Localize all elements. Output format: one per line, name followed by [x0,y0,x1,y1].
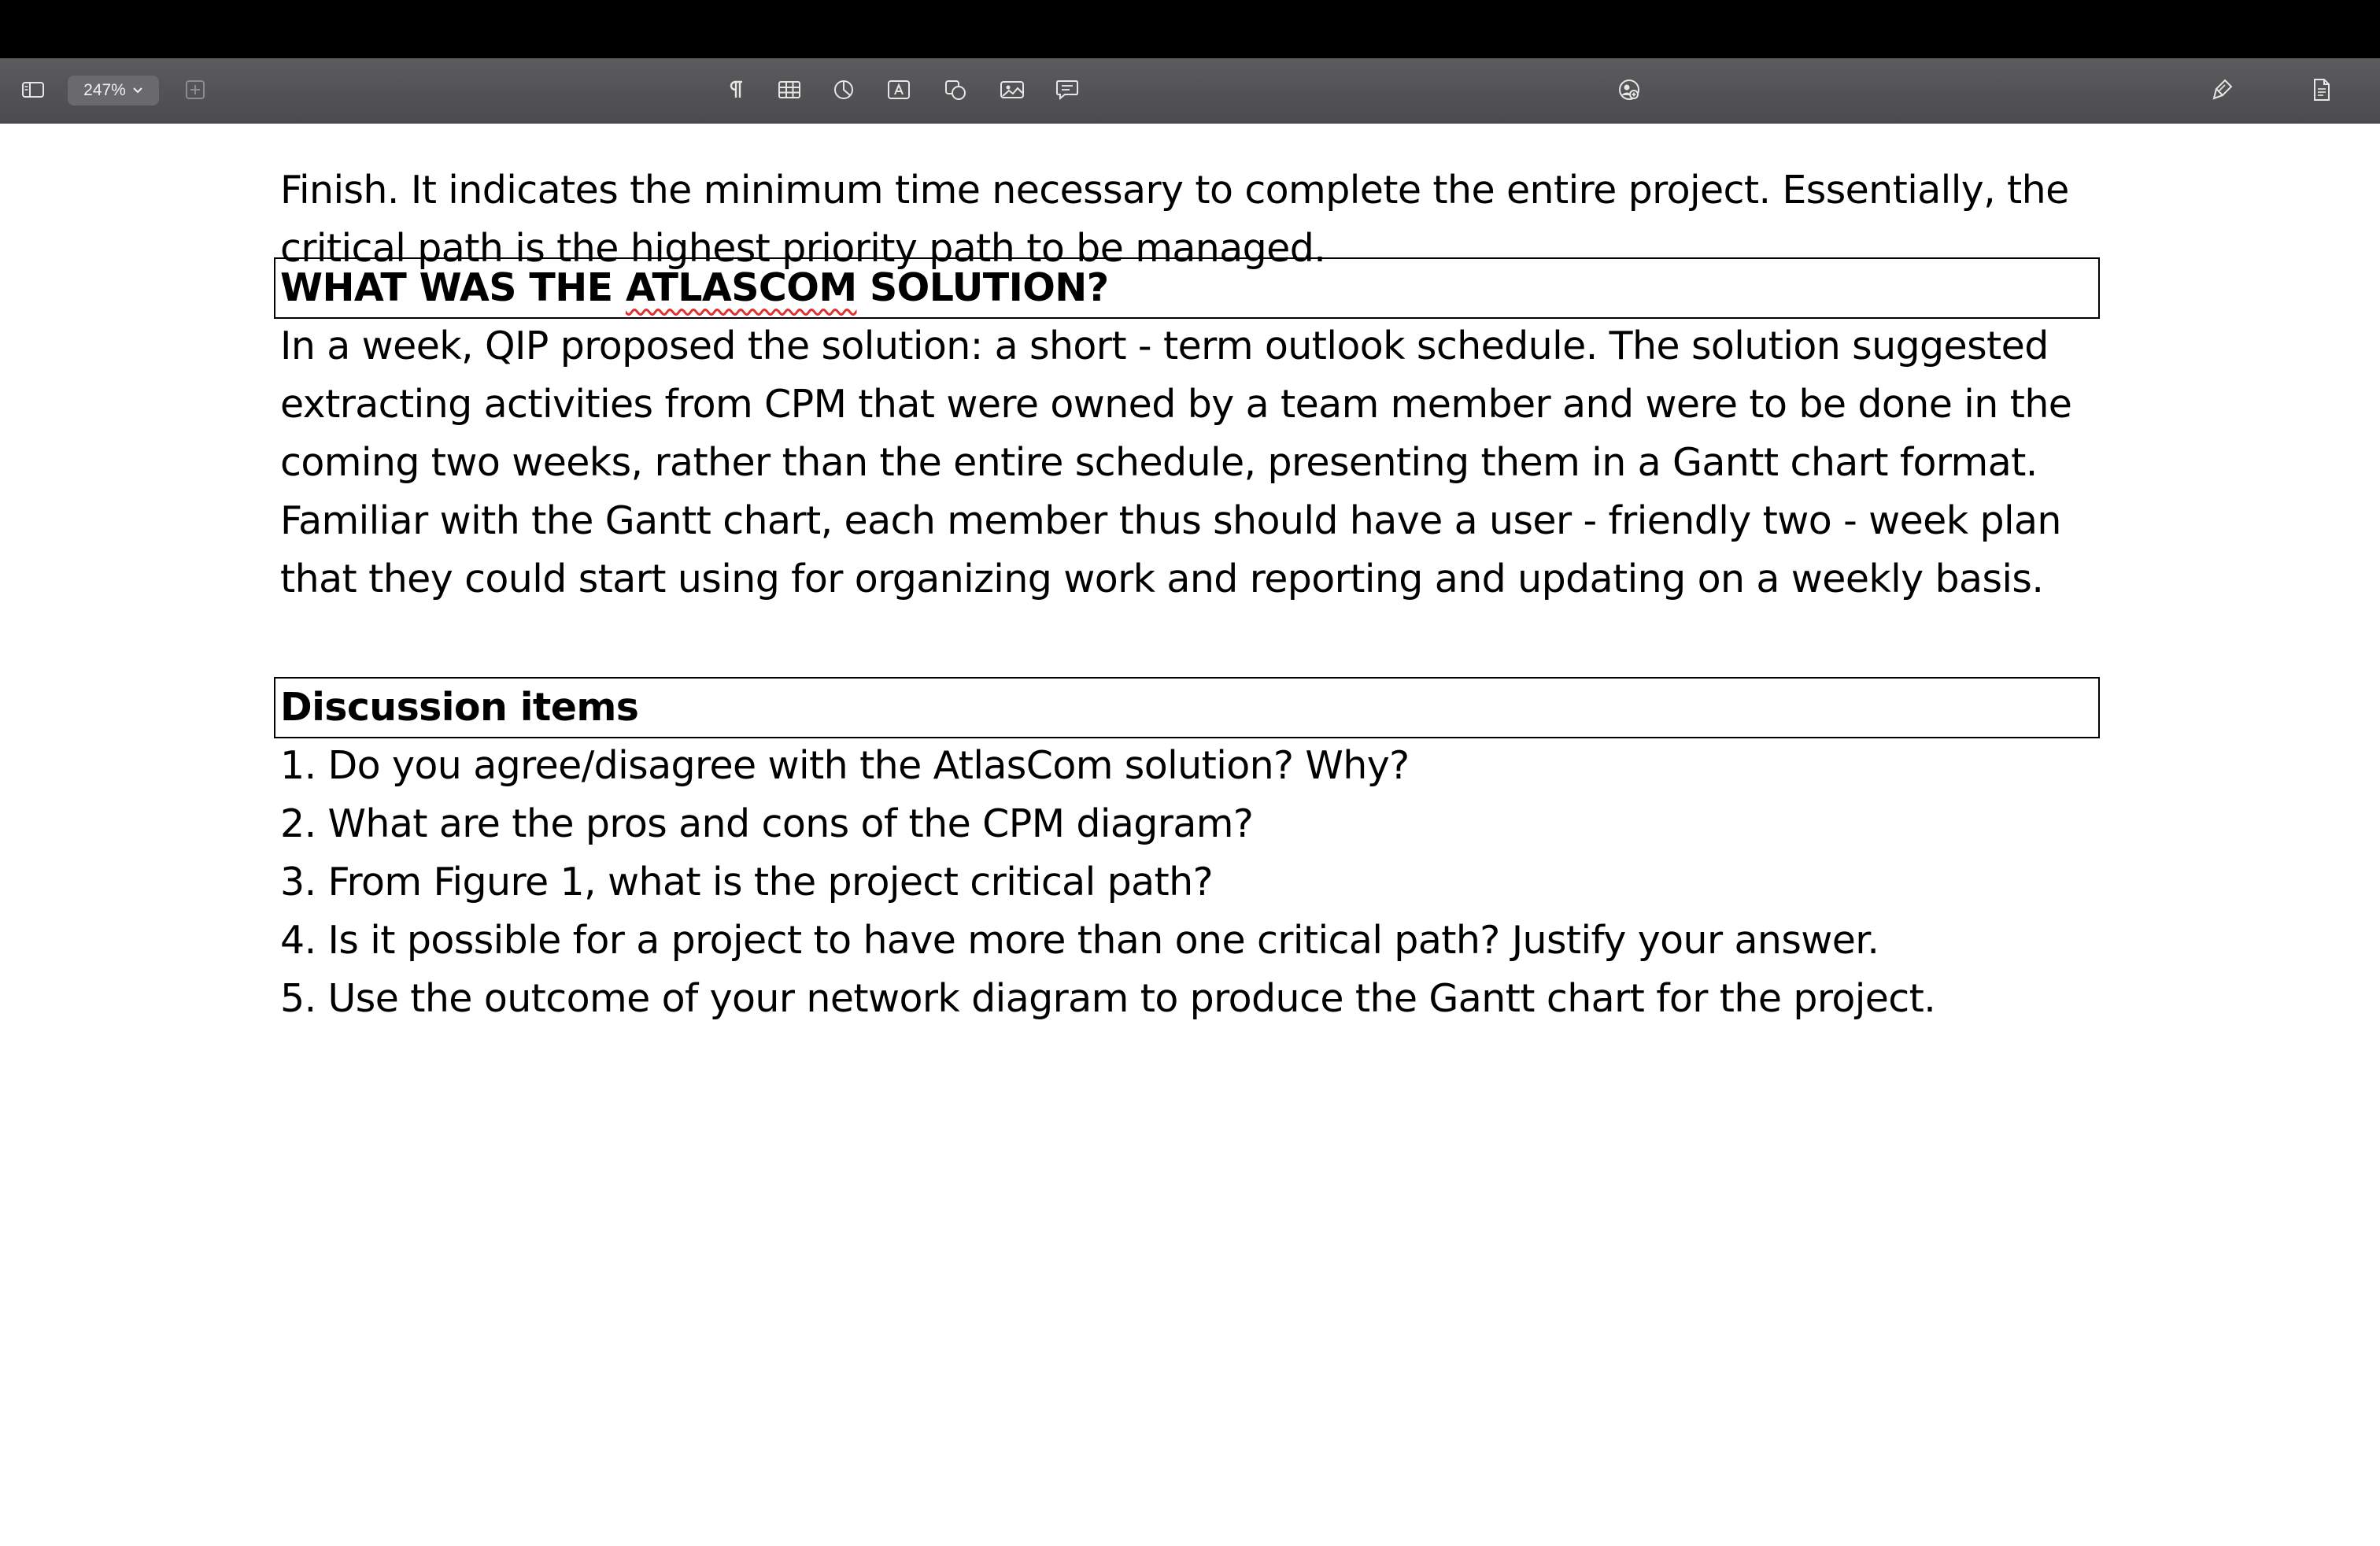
discussion-item: 3. From Figure 1, what is the project critical path? [280,860,1213,904]
window-top-bar [0,0,2380,58]
body-text-line: Finish. It indicates the minimum time necessary to complete the entire project. Essentially, the [280,168,2069,213]
body-text-line: extracting activities from CPM that were owned by a team member and were to be done in the [280,382,2072,427]
zoom-value: 247% [83,81,126,99]
spellcheck-word[interactable]: ATLASCOM [625,265,857,310]
table-icon[interactable] [774,74,805,105]
solution-heading-box [274,257,2100,319]
solution-heading: WHAT WAS THE ATLASCOM SOLUTION? [280,265,1109,310]
text-box-icon[interactable] [883,74,915,105]
discussion-heading-box [274,677,2100,738]
body-text-line: coming two weeks, rather than the entire schedule, presenting them in a Gantt chart format. [280,440,2038,485]
shape-icon[interactable] [940,74,971,105]
chart-icon[interactable] [828,74,859,105]
sidebar-icon[interactable] [17,74,49,105]
comment-icon[interactable] [1051,74,1083,105]
document-page[interactable] [0,124,2380,1546]
collaborate-icon[interactable] [1613,74,1645,105]
discussion-heading: Discussion items [280,685,639,730]
body-text-line: Familiar with the Gantt chart, each member thus should have a user - friendly two - week plan [280,498,2061,543]
body-text-line: In a week, QIP proposed the solution: a short - term outlook schedule. The solution suggested [280,324,2049,368]
body-text-line: critical path is the highest priority path to be managed. [280,226,1326,271]
discussion-item: 1. Do you agree/disagree with the AtlasCom solution? Why? [280,743,1410,788]
body-text-line: that they could start using for organizing work and reporting and updating on a weekly basis. [280,557,2044,601]
media-icon[interactable] [996,74,1028,105]
discussion-item: 5. Use the outcome of your network diagram to produce the Gantt chart for the project. [280,976,1936,1021]
discussion-item: 4. Is it possible for a project to have more than one critical path? Justify your answer. [280,918,1879,963]
discussion-item: 2. What are the pros and cons of the CPM diagram? [280,801,1254,846]
format-icon[interactable] [2207,74,2238,105]
app-toolbar [0,58,2380,124]
chevron-down-icon [132,87,143,94]
document-icon[interactable] [2306,74,2338,105]
add-page-icon[interactable] [179,74,211,105]
paragraph-icon[interactable] [720,74,752,105]
zoom-dropdown[interactable] [68,76,159,105]
